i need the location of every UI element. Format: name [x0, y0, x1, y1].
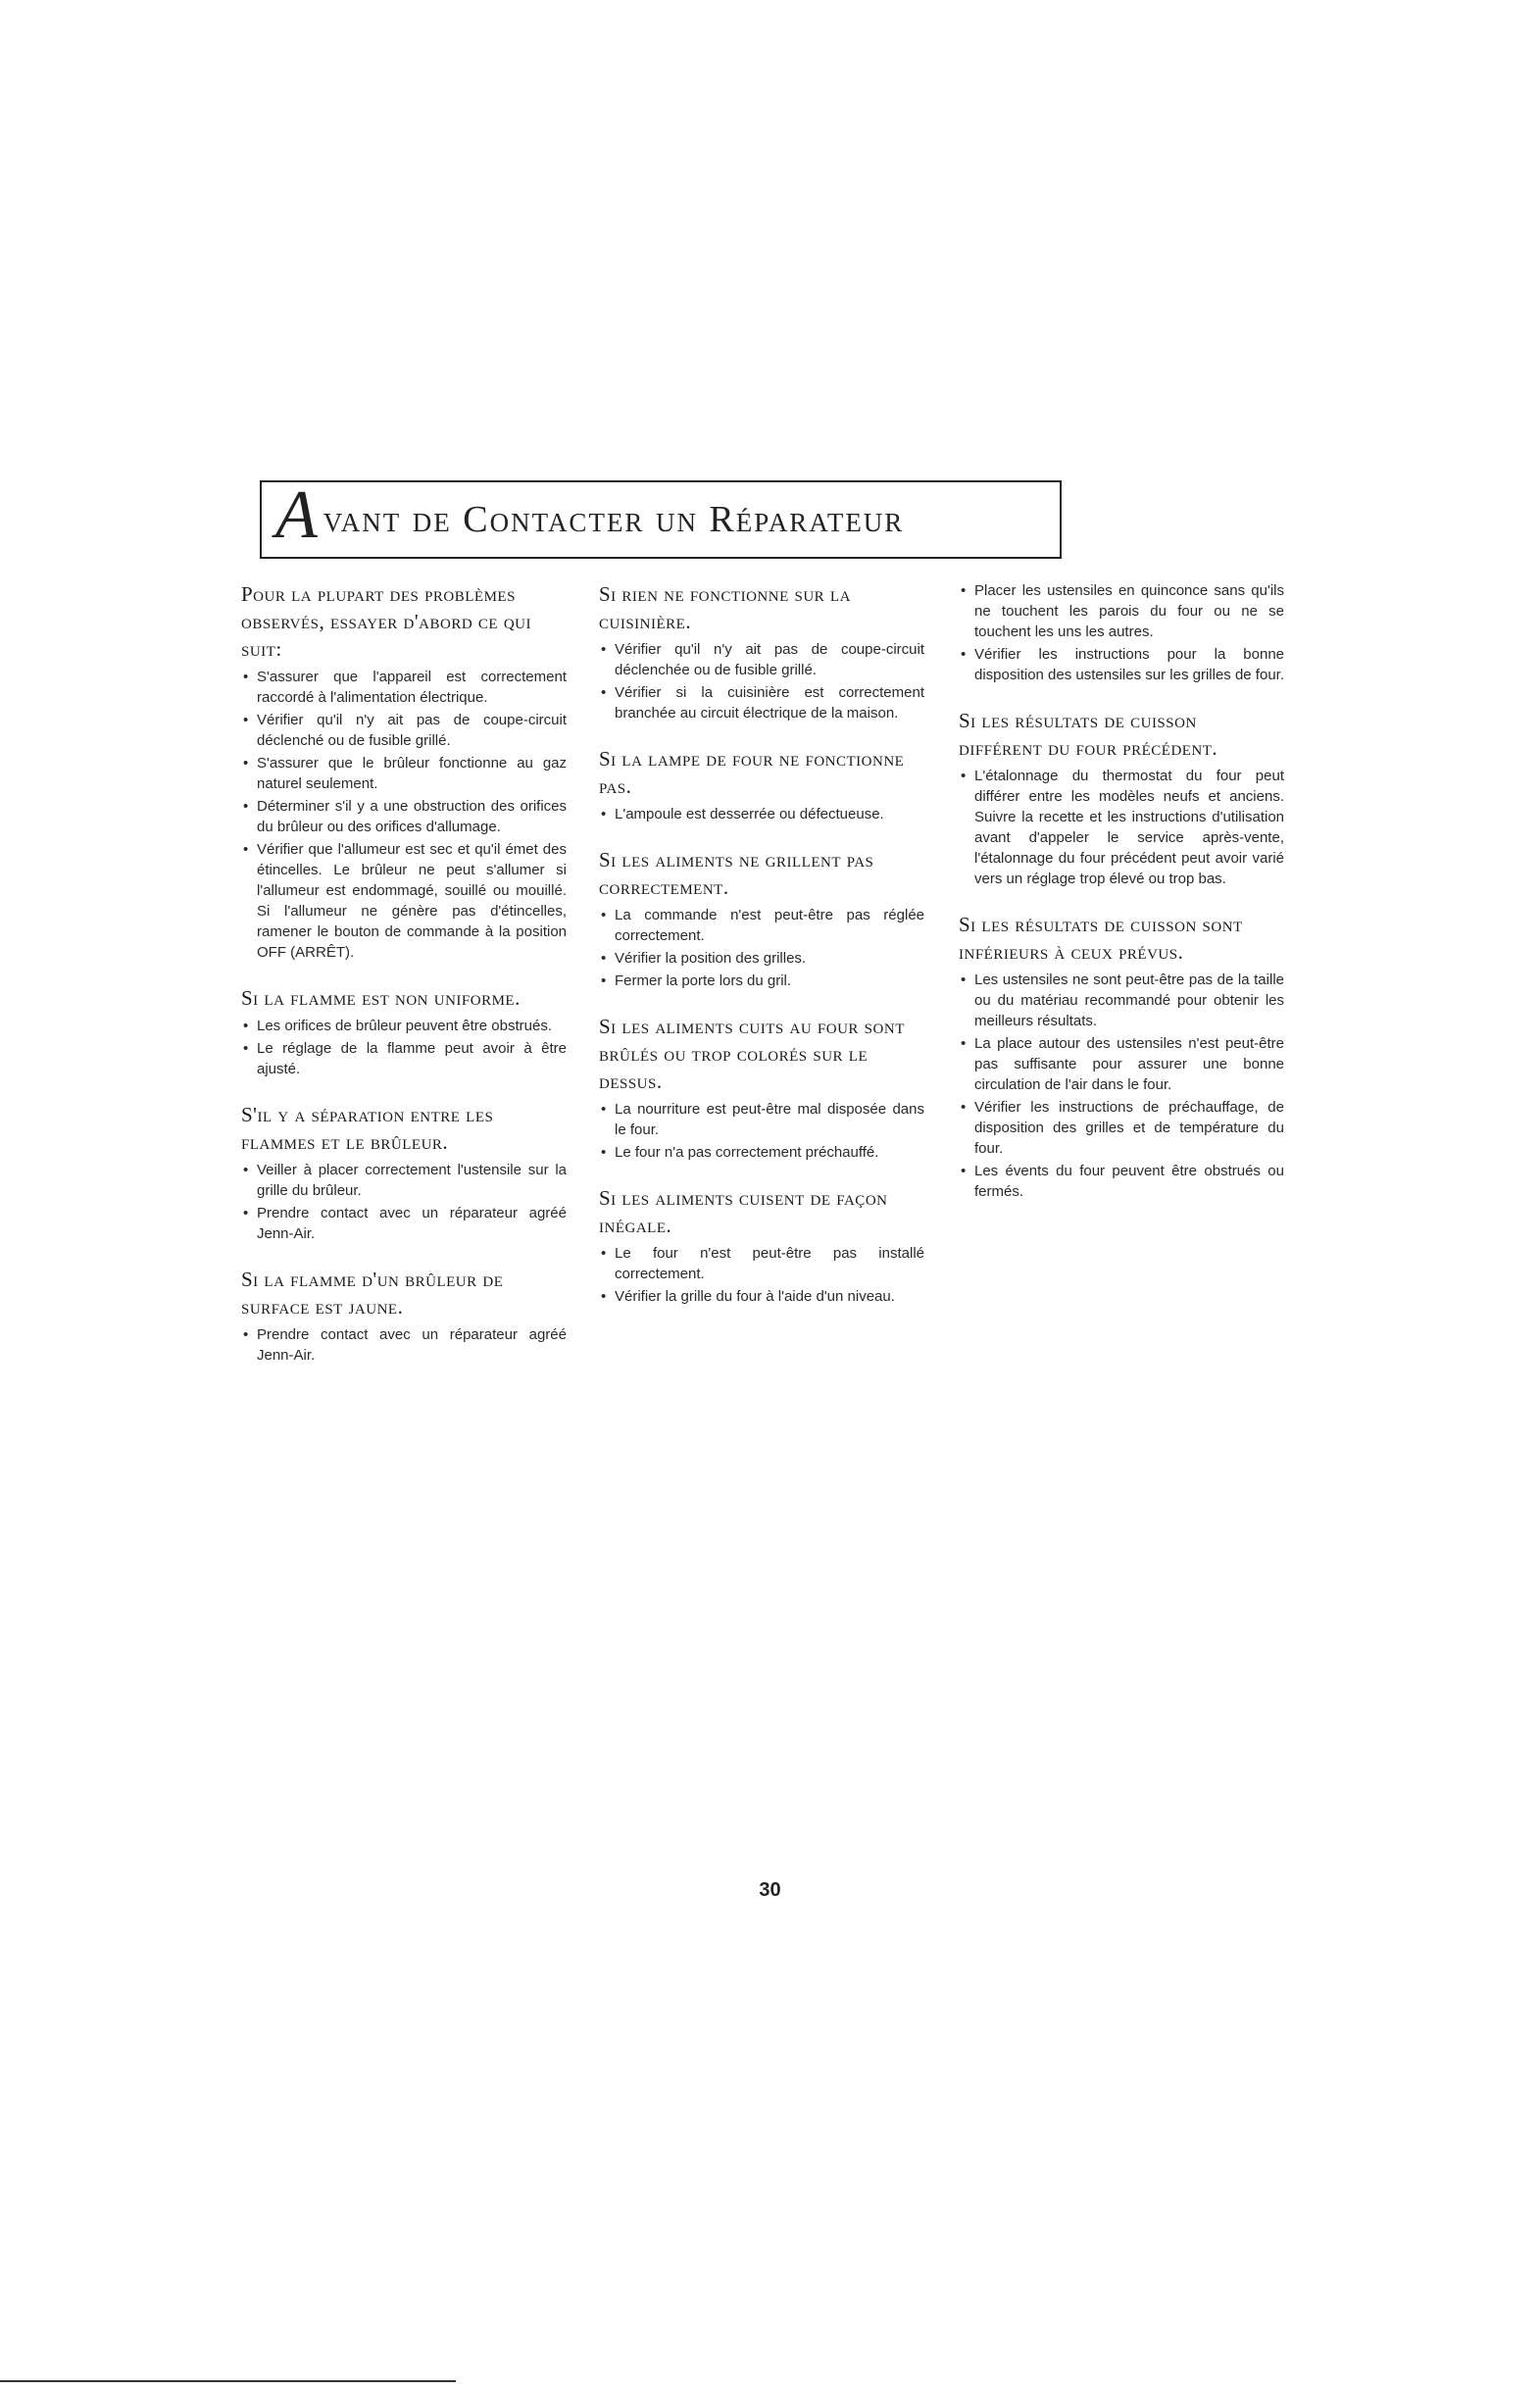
- section-heading: S'il y a séparation entre les flammes et le brûleur.: [241, 1103, 494, 1154]
- list-item: • Vérifier les instructions pour la bonne disposition des ustensiles sur les grilles de four.: [959, 644, 1284, 685]
- list-item: • Vérifier la position des grilles.: [599, 948, 924, 969]
- list-item: • Vérifier que l'allumeur est sec et qu'il émet des étincelles. Le brûleur ne peut s'allumer si l'allumeur est endommagé, souillé ou mouillé. Si l'allumeur ne génère pas d'étincelles, ramener le bouton de commande à la position OFF (ARRÊT).: [241, 839, 567, 963]
- list-item: • Le four n'est peut-être pas installé correctement.: [599, 1243, 924, 1284]
- bullet-list: [599, 905, 924, 991]
- column-middle: [599, 580, 924, 1328]
- list-item: • Le réglage de la flamme peut avoir à être ajusté.: [241, 1038, 567, 1079]
- section-heading: Si la flamme d'un brûleur de surface est jaune.: [241, 1268, 504, 1319]
- section-heading: Si les résultats de cuisson différent du four précédent.: [959, 709, 1218, 760]
- title-initial: A: [275, 480, 320, 553]
- list-item: • Veiller à placer correctement l'ustensile sur la grille du brûleur.: [241, 1160, 567, 1201]
- bullet-list: [599, 1099, 924, 1163]
- troubleshooting-section: [959, 580, 1284, 685]
- section-heading: Si les aliments cuisent de façon inégale.: [599, 1186, 888, 1237]
- list-item: • Prendre contact avec un réparateur agréé Jenn-Air.: [241, 1203, 567, 1244]
- troubleshooting-section: [241, 580, 567, 963]
- troubleshooting-section: [959, 911, 1284, 1202]
- list-item: • S'assurer que l'appareil est correctement raccordé à l'alimentation électrique.: [241, 667, 567, 708]
- list-item: • Vérifier si la cuisinière est correctement branchée au circuit électrique de la maison.: [599, 682, 924, 723]
- list-item: • Vérifier la grille du four à l'aide d'un niveau.: [599, 1286, 924, 1307]
- bullet-list: [959, 766, 1284, 889]
- list-item: • Vérifier qu'il n'y ait pas de coupe-circuit déclenchée ou de fusible grillé.: [599, 639, 924, 680]
- list-item: • Les ustensiles ne sont peut-être pas de la taille ou du matériau recommandé pour obtenir les meilleurs résultats.: [959, 970, 1284, 1031]
- list-item: • Prendre contact avec un réparateur agréé Jenn-Air.: [241, 1324, 567, 1366]
- bullet-list: [599, 639, 924, 723]
- page-title: [260, 480, 1062, 559]
- list-item: • La nourriture est peut-être mal disposée dans le four.: [599, 1099, 924, 1140]
- bullet-list: [241, 1160, 567, 1244]
- list-item: • Fermer la porte lors du gril.: [599, 971, 924, 991]
- list-item: • Vérifier les instructions de préchauffage, de disposition des grilles et de température du four.: [959, 1097, 1284, 1159]
- column-right: [959, 580, 1284, 1223]
- bullet-list: [241, 1324, 567, 1366]
- section-heading: Pour la plupart des problèmes observés, essayer d'abord ce qui suit:: [241, 582, 531, 661]
- list-item: • Déterminer s'il y a une obstruction des orifices du brûleur ou des orifices d'allumage.: [241, 796, 567, 837]
- section-heading: Si la flamme est non uniforme.: [241, 986, 521, 1010]
- section-heading: Si les résultats de cuisson sont inférieurs à ceux prévus.: [959, 913, 1243, 964]
- troubleshooting-section: [241, 1266, 567, 1366]
- bullet-list: [241, 1016, 567, 1079]
- section-heading: Si rien ne fonctionne sur la cuisinière.: [599, 582, 851, 633]
- column-left: [241, 580, 567, 1387]
- bullet-list: [959, 970, 1284, 1202]
- bullet-list: [241, 667, 567, 963]
- list-item: • Placer les ustensiles en quinconce sans qu'ils ne touchent les parois du four ou ne se touchent les uns les autres.: [959, 580, 1284, 642]
- list-item: • L'ampoule est desserrée ou défectueuse.: [599, 804, 924, 824]
- troubleshooting-section: [599, 1184, 924, 1307]
- section-heading: Si les aliments ne grillent pas correctement.: [599, 848, 874, 899]
- troubleshooting-section: [241, 984, 567, 1079]
- footer-rule: [0, 2380, 456, 2382]
- list-item: • L'étalonnage du thermostat du four peut différer entre les modèles neufs et anciens. Suivre la recette et les instructions d'utilisation avant d'appeler le service après-vente, l'étalonnage du four précédent peut avoir varié vers un réglage trop élevé ou trop bas.: [959, 766, 1284, 889]
- troubleshooting-section: [959, 707, 1284, 889]
- list-item: • Le four n'a pas correctement préchauffé.: [599, 1142, 924, 1163]
- list-item: • Vérifier qu'il n'y ait pas de coupe-circuit déclenché ou de fusible grillé.: [241, 710, 567, 751]
- troubleshooting-section: [599, 1013, 924, 1163]
- list-item: • Les évents du four peuvent être obstrués ou fermés.: [959, 1161, 1284, 1202]
- list-item: • La commande n'est peut-être pas réglée correctement.: [599, 905, 924, 946]
- list-item: • La place autour des ustensiles n'est peut-être pas suffisante pour assurer une bonne circulation de l'air dans le four.: [959, 1033, 1284, 1095]
- page-number: 30: [759, 1879, 781, 1901]
- bullet-list: [959, 580, 1284, 685]
- troubleshooting-section: [599, 580, 924, 723]
- section-heading: Si la lampe de four ne fonctionne pas.: [599, 747, 905, 798]
- troubleshooting-section: [599, 846, 924, 991]
- title-text: vant de Contacter un Réparateur: [323, 499, 905, 540]
- list-item: • S'assurer que le brûleur fonctionne au gaz naturel seulement.: [241, 753, 567, 794]
- troubleshooting-section: [241, 1101, 567, 1244]
- bullet-list: [599, 1243, 924, 1307]
- bullet-list: [599, 804, 924, 824]
- section-heading: Si les aliments cuits au four sont brûlés ou trop colorés sur le dessus.: [599, 1015, 905, 1093]
- list-item: • Les orifices de brûleur peuvent être obstrués.: [241, 1016, 567, 1036]
- troubleshooting-section: [599, 745, 924, 824]
